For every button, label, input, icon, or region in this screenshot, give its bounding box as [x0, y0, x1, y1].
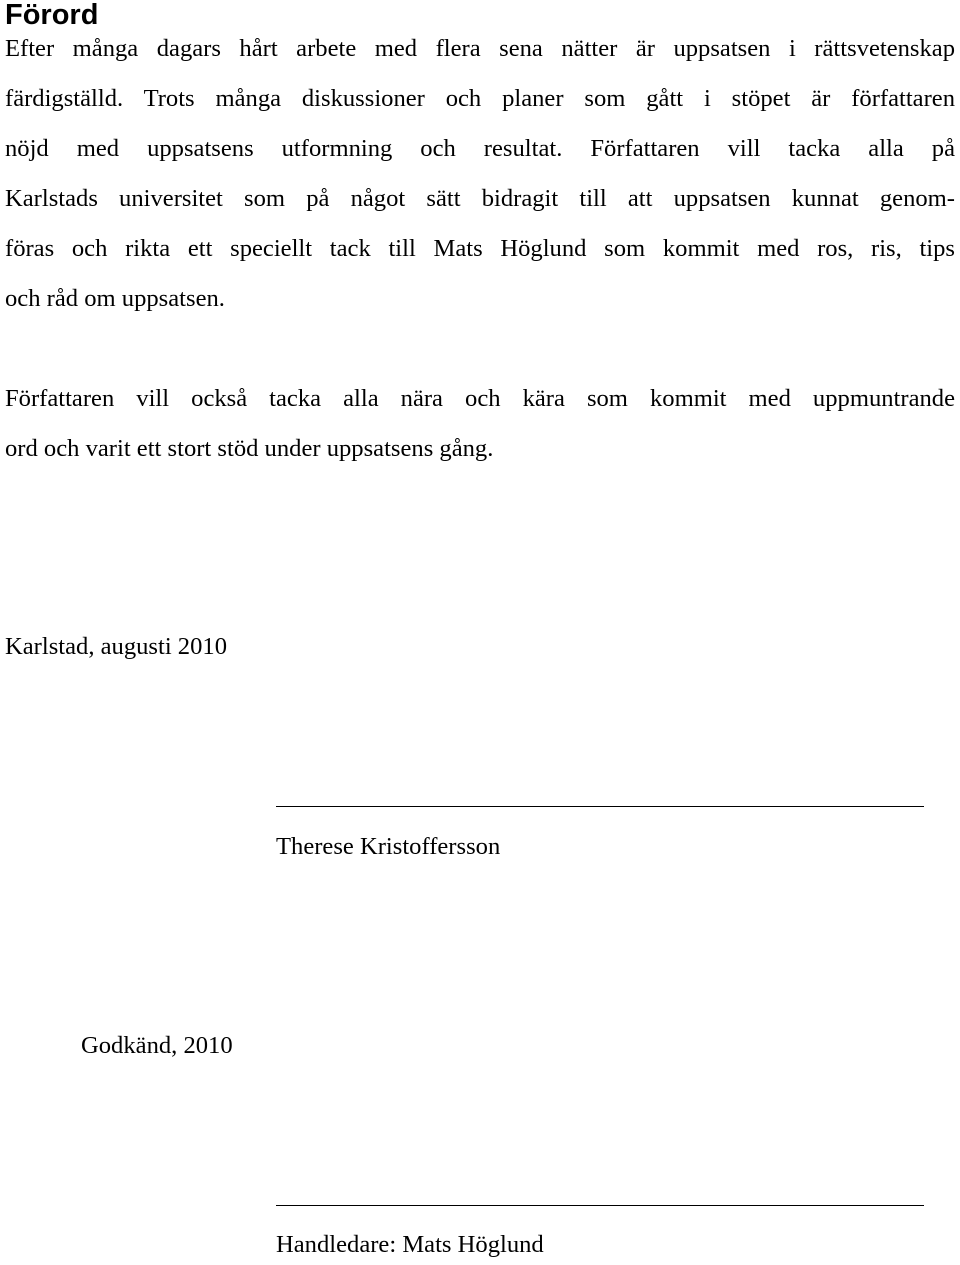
paragraph-line: Författaren vill också tacka alla nära och kära som kommit med uppmuntrande — [5, 385, 955, 412]
paragraph-line: färdigställd. Trots många diskussioner och planer som gått i stöpet är författaren — [5, 85, 955, 112]
page-title: Förord — [5, 0, 99, 31]
paragraph-line: Karlstads universitet som på något sätt bidragit till att uppsatsen kunnat genom- — [5, 185, 955, 212]
paragraph-line: föras och rikta ett speciellt tack till Mats Höglund som kommit med ros, ris, tips — [5, 235, 955, 262]
paragraph-line: ord och varit ett stort stöd under uppsatsens gång. — [5, 435, 494, 462]
supervisor-signature-line — [276, 1205, 924, 1206]
supervisor-name: Handledare: Mats Höglund — [276, 1231, 544, 1258]
paragraph-line: Efter många dagars hårt arbete med flera sena nätter är uppsatsen i rättsvetenskap — [5, 35, 955, 62]
place-date: Karlstad, augusti 2010 — [5, 633, 227, 660]
paragraph-line: nöjd med uppsatsens utformning och resultat. Författaren vill tacka alla på — [5, 135, 955, 162]
approval-date: Godkänd, 2010 — [81, 1032, 233, 1059]
paragraph-line: och råd om uppsatsen. — [5, 285, 225, 312]
author-signature-line — [276, 806, 924, 807]
author-name: Therese Kristoffersson — [276, 833, 501, 860]
